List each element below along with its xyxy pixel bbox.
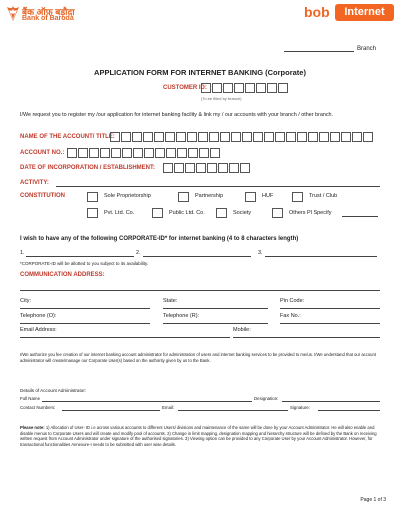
char-box[interactable]	[210, 148, 220, 158]
char-box[interactable]	[278, 83, 288, 93]
telephone-office-label: Telephone (O):	[20, 313, 57, 319]
option-society: Society	[233, 210, 252, 216]
activity-input-line[interactable]	[56, 186, 380, 187]
bank-of-baroda-sunburst-icon	[6, 5, 20, 21]
corporate-id-slot-2-line[interactable]	[143, 256, 251, 257]
char-box[interactable]	[198, 132, 208, 142]
char-box[interactable]	[143, 132, 153, 142]
option-sole-proprietorship: Sole Proprietorship	[104, 193, 151, 199]
char-box[interactable]	[177, 148, 187, 158]
char-box[interactable]	[78, 148, 88, 158]
contact-numbers-label: Contact Numbers:	[20, 405, 56, 410]
bob-brand-text: bob	[304, 4, 330, 20]
char-box[interactable]	[330, 132, 340, 142]
please-note-text: 1) Allocation of User- ID i.e across various accounts to different Users/ divisions and maintenance of the same will be done by your Account Administrator. He will also enable and disable menus to Corporate Users and will create and modify pool of accounts. 2) Change in limit mapping, designation mapping and hierarchy structure will be defined by the Bank on receiving written request from Account Administrator under signature of the authorised signatories. 3) Viewing option can be provided to any Corporate User by your Account Administrator. However, for transactional functionalities Annexure-I needs to be submitted with user wise details.	[20, 425, 377, 447]
char-box[interactable]	[207, 163, 217, 173]
account-title-boxes[interactable]	[110, 132, 374, 142]
option-pvt-ltd: Pvt. Ltd. Co.	[104, 210, 135, 216]
branch-label: Branch	[357, 46, 377, 52]
corporate-id-slot-1-label: 1.	[20, 250, 25, 256]
char-box[interactable]	[363, 132, 373, 142]
char-box[interactable]	[245, 83, 255, 93]
incorporation-date-boxes[interactable]	[163, 163, 251, 173]
telephone-office-line[interactable]	[20, 323, 150, 324]
corporate-id-heading: I wish to have any of the following CORPORATE-ID* for internet banking (4 to 8 characters length)	[20, 236, 299, 242]
logo-hindi-text: बैंक ऑफ़ बड़ौदा	[22, 7, 75, 17]
others-specify-line[interactable]	[342, 216, 378, 217]
char-box[interactable]	[297, 132, 307, 142]
consent-text: I/We authorize you fee creation of our internet banking account administrator for administration of users and internet banking services to be provided to me/us. I/We understand that our account administrator will create/manage our Corporate User(s) based on the authority given by us to the Bank.	[20, 352, 376, 363]
char-box[interactable]	[229, 163, 239, 173]
designation-line[interactable]	[282, 401, 380, 402]
char-box[interactable]	[308, 132, 318, 142]
char-box[interactable]	[155, 148, 165, 158]
city-label: City:	[20, 298, 31, 304]
char-box[interactable]	[341, 132, 351, 142]
char-box[interactable]	[209, 132, 219, 142]
pincode-label: Pin Code:	[280, 298, 305, 304]
account-title-label: NAME OF THE ACCOUNT/ TITLE:	[20, 134, 115, 140]
checkbox-sole-proprietorship[interactable]	[87, 192, 98, 202]
full-name-label: Full Name	[20, 396, 41, 401]
mobile-line[interactable]	[233, 337, 380, 338]
char-box[interactable]	[163, 163, 173, 173]
char-box[interactable]	[111, 148, 121, 158]
char-box[interactable]	[212, 83, 222, 93]
char-box[interactable]	[352, 132, 362, 142]
option-others: Others Pl Specify	[289, 210, 332, 216]
char-box[interactable]	[144, 148, 154, 158]
char-box[interactable]	[67, 148, 77, 158]
telephone-residence-line[interactable]	[163, 323, 268, 324]
option-huf: HUF	[262, 193, 274, 199]
char-box[interactable]	[100, 148, 110, 158]
telephone-residence-label: Telephone (R):	[163, 313, 200, 319]
char-box[interactable]	[256, 83, 266, 93]
char-box[interactable]	[110, 132, 120, 142]
full-name-line[interactable]	[42, 401, 252, 402]
char-box[interactable]	[267, 83, 277, 93]
city-line[interactable]	[20, 308, 150, 309]
char-box[interactable]	[165, 132, 175, 142]
char-box[interactable]	[220, 132, 230, 142]
char-box[interactable]	[176, 132, 186, 142]
signature-label: Signature:	[290, 405, 311, 410]
checkbox-partnership[interactable]	[178, 192, 189, 202]
char-box[interactable]	[234, 83, 244, 93]
char-box[interactable]	[185, 163, 195, 173]
char-box[interactable]	[187, 132, 197, 142]
customer-id-label: CUSTOMER ID:	[163, 85, 207, 91]
request-text: I/We request you to register my /our application for internet banking facility & link my / our accounts with your branch / other branch.	[20, 112, 334, 118]
corporate-id-note: *CORPORATE-ID will be allotted to you subject to its availability.	[20, 261, 149, 266]
checkbox-society[interactable]	[216, 208, 227, 218]
char-box[interactable]	[196, 163, 206, 173]
form-title: APPLICATION FORM FOR INTERNET BANKING (Corporate)	[94, 68, 306, 77]
email-label: Email Address:	[20, 327, 57, 333]
admin-details-label: Details of Account Administrator:	[20, 388, 87, 393]
state-line[interactable]	[163, 308, 268, 309]
char-box[interactable]	[122, 148, 132, 158]
char-box[interactable]	[264, 132, 274, 142]
corporate-id-slot-1-line[interactable]	[26, 256, 134, 257]
activity-label: ACTIVITY:	[20, 180, 49, 186]
admin-email-line[interactable]	[178, 410, 288, 411]
designation-label: Designation:	[254, 396, 279, 401]
checkbox-public-ltd[interactable]	[152, 208, 163, 218]
mobile-label: Mobile:	[233, 327, 251, 333]
communication-address-label: COMMUNICATION ADDRESS:	[20, 272, 105, 278]
account-number-boxes[interactable]	[67, 148, 221, 158]
please-note-heading: Please note:	[20, 425, 45, 430]
char-box[interactable]	[188, 148, 198, 158]
fax-label: Fax No.:	[280, 313, 301, 319]
char-box[interactable]	[121, 132, 131, 142]
state-label: State:	[163, 298, 178, 304]
incorporation-date-label: DATE OF INCORPORATION / ESTABLISHMENT:	[20, 165, 155, 171]
contact-numbers-line[interactable]	[62, 410, 160, 411]
option-public-ltd: Public Ltd. Co.	[169, 210, 205, 216]
please-note-block	[20, 425, 382, 447]
char-box[interactable]	[174, 163, 184, 173]
email-line[interactable]	[20, 337, 230, 338]
option-partnership: Partnership	[195, 193, 224, 199]
checkbox-trust-club[interactable]	[292, 192, 303, 202]
char-box[interactable]	[201, 83, 211, 93]
char-box[interactable]	[218, 163, 228, 173]
logo-english-text: Bank of Baroda	[22, 15, 74, 22]
address-line-1[interactable]	[20, 290, 380, 291]
corporate-id-slot-3-label: 3.	[258, 250, 263, 256]
char-box[interactable]	[240, 163, 250, 173]
char-box[interactable]	[319, 132, 329, 142]
char-box[interactable]	[133, 148, 143, 158]
checkbox-others[interactable]	[272, 208, 283, 218]
signature-line[interactable]	[318, 410, 380, 411]
checkbox-huf[interactable]	[245, 192, 256, 202]
char-box[interactable]	[89, 148, 99, 158]
char-box[interactable]	[132, 132, 142, 142]
corporate-id-slot-2-label: 2.	[136, 250, 141, 256]
char-box[interactable]	[154, 132, 164, 142]
page-number: Page 1 of 3	[360, 497, 386, 503]
customer-id-boxes[interactable]	[201, 83, 289, 93]
pincode-line[interactable]	[280, 308, 380, 309]
char-box[interactable]	[286, 132, 296, 142]
char-box[interactable]	[275, 132, 285, 142]
admin-email-label: Email:	[162, 405, 175, 410]
option-trust-club: Trust / Club	[309, 193, 338, 199]
customer-id-hint: (To be filled by branch)	[201, 96, 242, 101]
corporate-id-slot-3-line[interactable]	[265, 256, 377, 257]
branch-input-line[interactable]	[284, 51, 354, 52]
char-box[interactable]	[166, 148, 176, 158]
char-box[interactable]	[199, 148, 209, 158]
char-box[interactable]	[231, 132, 241, 142]
checkbox-pvt-ltd[interactable]	[87, 208, 98, 218]
char-box[interactable]	[223, 83, 233, 93]
fax-line[interactable]	[280, 323, 380, 324]
internet-brand-badge: Internet	[335, 4, 394, 21]
constitution-label: CONSTITUTION	[20, 193, 65, 199]
char-box[interactable]	[253, 132, 263, 142]
account-number-label: ACCOUNT NO.:	[20, 150, 65, 156]
char-box[interactable]	[242, 132, 252, 142]
